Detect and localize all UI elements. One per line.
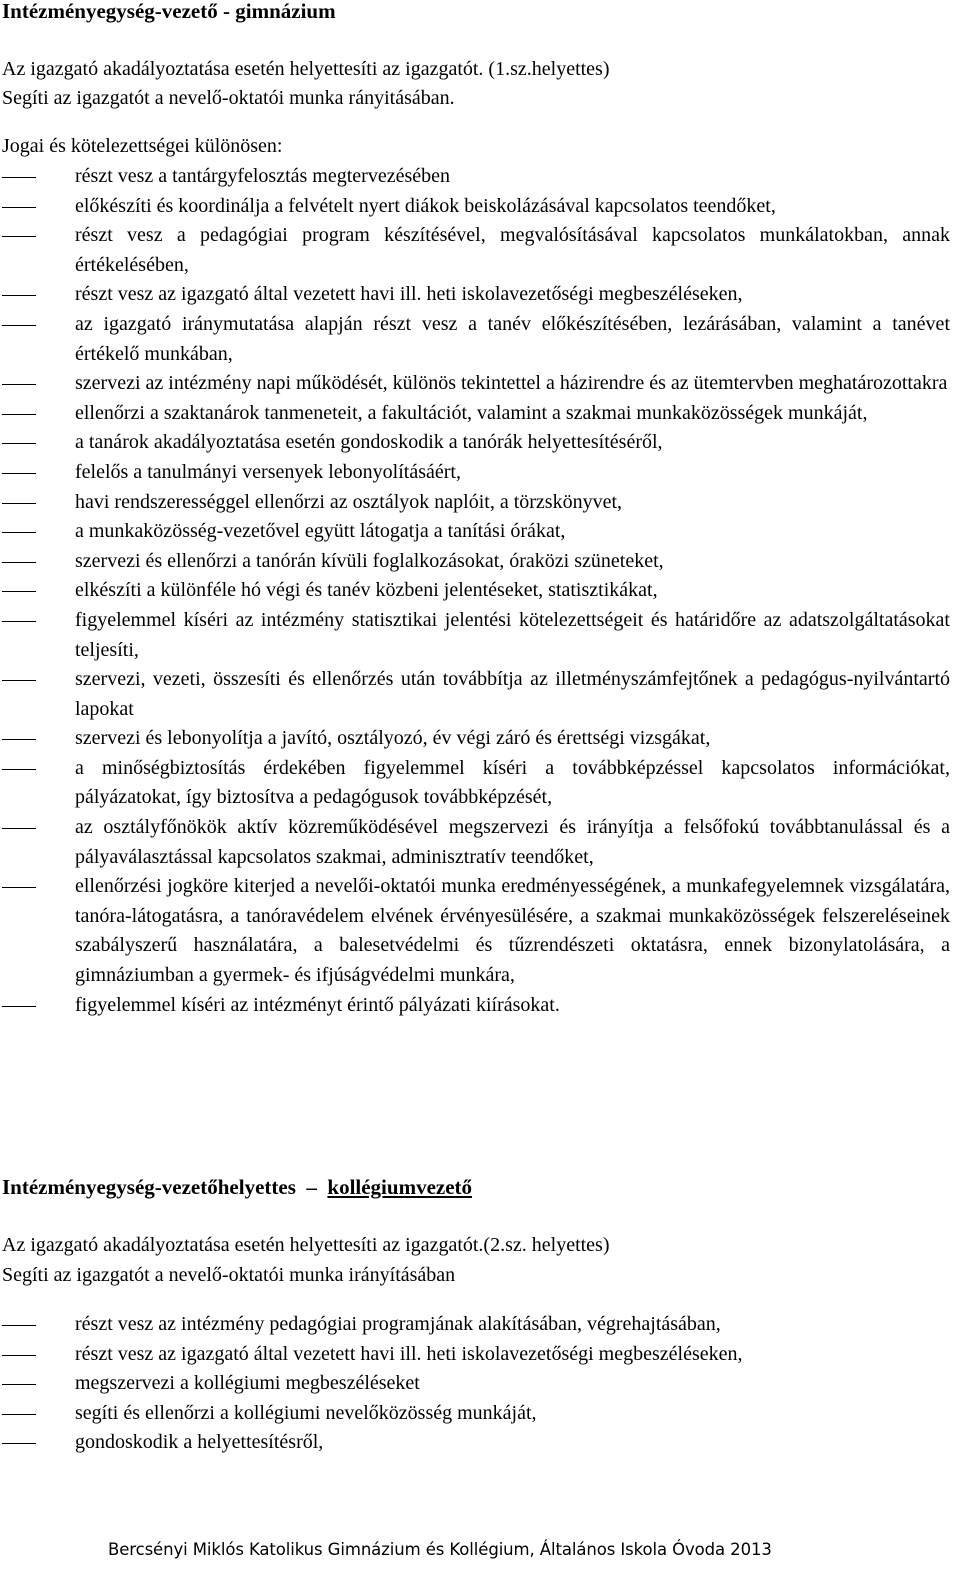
dash-bullet [2, 621, 36, 622]
list-item: az osztályfőnökök aktív közreműködésével megszervezi és irányítja a felsőfokú továbbtanulással és a pályaválasztással kapcsolatos szakmai, adminisztratív teendőket, [0, 813, 950, 872]
dash-bullet [2, 1414, 36, 1415]
dash-bullet [2, 1443, 36, 1444]
dash-bullet [2, 207, 36, 208]
list-item: részt vesz a pedagógiai program készítésével, megvalósításával kapcsolatos munkálatokban, annak értékelésében, [0, 221, 950, 280]
dash-bullet [2, 591, 36, 592]
dash-bullet [2, 1384, 36, 1385]
list-item: részt vesz az igazgató által vezetett havi ill. heti iskolavezetőségi megbeszéléseken, [0, 280, 950, 310]
list-item: felelős a tanulmányi versenyek lebonyolításáért, [0, 458, 950, 488]
section2-title: Intézményegység-vezetőhelyettes – kollégiumvezető [2, 1175, 473, 1199]
section1-intro-1: Az igazgató akadályoztatása esetén helyettesíti az igazgatót. (1.sz.helyettes) [2, 58, 610, 80]
list-item: segíti és ellenőrzi a kollégiumi nevelőközösség munkáját, [0, 1399, 950, 1429]
dash-bullet [2, 532, 36, 533]
list-item: figyelemmel kíséri az intézményt érintő pályázati kiírásokat. [0, 991, 950, 1021]
list-item: szervezi és ellenőrzi a tanórán kívüli foglalkozásokat, óraközi szüneteket, [0, 547, 950, 577]
section2-intro-2: Segíti az igazgatót a nevelő-oktatói munka irányításában [2, 1264, 456, 1286]
dash-bullet [2, 384, 36, 385]
dash-bullet [2, 769, 36, 770]
dash-bullet [2, 1006, 36, 1007]
list-item: ellenőrzi a szaktanárok tanmeneteit, a fakultációt, valamint a szakmai munkaközösségek munkáját, [0, 399, 950, 429]
dash-bullet [2, 562, 36, 563]
list-item: az igazgató iránymutatása alapján részt vesz a tanév előkészítésében, lezárásában, valamint a tanévet értékelő munkában, [0, 310, 950, 369]
section2-intro-1: Az igazgató akadályoztatása esetén helyettesíti az igazgatót.(2.sz. helyettes) [2, 1234, 610, 1256]
dash-bullet [2, 443, 36, 444]
dash-bullet [2, 414, 36, 415]
dash-bullet [2, 887, 36, 888]
list-item: szervezi az intézmény napi működését, különös tekintettel a házirendre és az ütemtervben meghatározottakra [0, 369, 950, 399]
dash-bullet [2, 828, 36, 829]
section2-duties-list [0, 1310, 950, 1458]
dash-bullet [2, 503, 36, 504]
dash-bullet [2, 1355, 36, 1356]
page-footer: Bercsényi Miklós Katolikus Gimnázium és Kollégium, Általános Iskola Óvoda 2013 [108, 1540, 772, 1559]
list-item: részt vesz a tantárgyfelosztás megtervezésében [0, 162, 950, 192]
dash-bullet [2, 1325, 36, 1326]
list-item: havi rendszerességgel ellenőrzi az osztályok naplóit, a törzskönyvet, [0, 488, 950, 518]
dash-bullet [2, 739, 36, 740]
list-item: részt vesz az intézmény pedagógiai programjának alakításában, végrehajtásában, [0, 1310, 950, 1340]
list-item: előkészíti és koordinálja a felvételt nyert diákok beiskolázásával kapcsolatos teendőket, [0, 192, 950, 222]
list-item: megszervezi a kollégiumi megbeszéléseket [0, 1369, 950, 1399]
list-item: ellenőrzési jogköre kiterjed a nevelői-oktatói munka eredményességének, a munkafegyelemnek vizsgálatára, tanóra-látogatásra, a tanóravédelem elvének érvényesülésére, a szakmai munkaközösségek felszereléseinek szabályszerű használatára, a balesetvédelmi és tűzrendészeti oktatásra, ennek bizonylatolására, a gimnáziumban a gyermek- és ifjúságvédelmi munkára, [0, 872, 950, 990]
dash-bullet [2, 177, 36, 178]
section1-title: Intézményegység-vezető - gimnázium [2, 0, 336, 23]
list-item: a tanárok akadályoztatása esetén gondoskodik a tanórák helyettesítéséről, [0, 428, 950, 458]
list-item: elkészíti a különféle hó végi és tanév közbeni jelentéseket, statisztikákat, [0, 576, 950, 606]
dash-bullet [2, 473, 36, 474]
list-item: figyelemmel kíséri az intézmény statisztikai jelentési kötelezettségeit és határidőre az adatszolgáltatásokat teljesíti, [0, 606, 950, 665]
list-item: szervezi és lebonyolítja a javító, osztályozó, év végi záró és érettségi vizsgákat, [0, 724, 950, 754]
list-item: a munkaközösség-vezetővel együtt látogatja a tanítási órákat, [0, 517, 950, 547]
section1-duties-list [0, 162, 950, 1020]
list-item: részt vesz az igazgató által vezetett havi ill. heti iskolavezetőségi megbeszéléseken, [0, 1340, 950, 1370]
list-item: a minőségbiztosítás érdekében figyelemmel kíséri a továbbképzéssel kapcsolatos információkat, pályázatokat, így biztosítva a pedagógusok továbbképzését, [0, 754, 950, 813]
list-item: gondoskodik a helyettesítésről, [0, 1428, 950, 1458]
section1-intro-2: Segíti az igazgatót a nevelő-oktatói munka rányitásában. [2, 87, 455, 109]
section1-intro-3: Jogai és kötelezettségei különösen: [2, 135, 283, 157]
list-item: szervezi, vezeti, összesíti és ellenőrzés után továbbítja az illetményszámfejtőnek a pedagógus-nyilvántartó lapokat [0, 665, 950, 724]
dash-bullet [2, 680, 36, 681]
dash-bullet [2, 236, 36, 237]
dash-bullet [2, 295, 36, 296]
dash-bullet [2, 325, 36, 326]
